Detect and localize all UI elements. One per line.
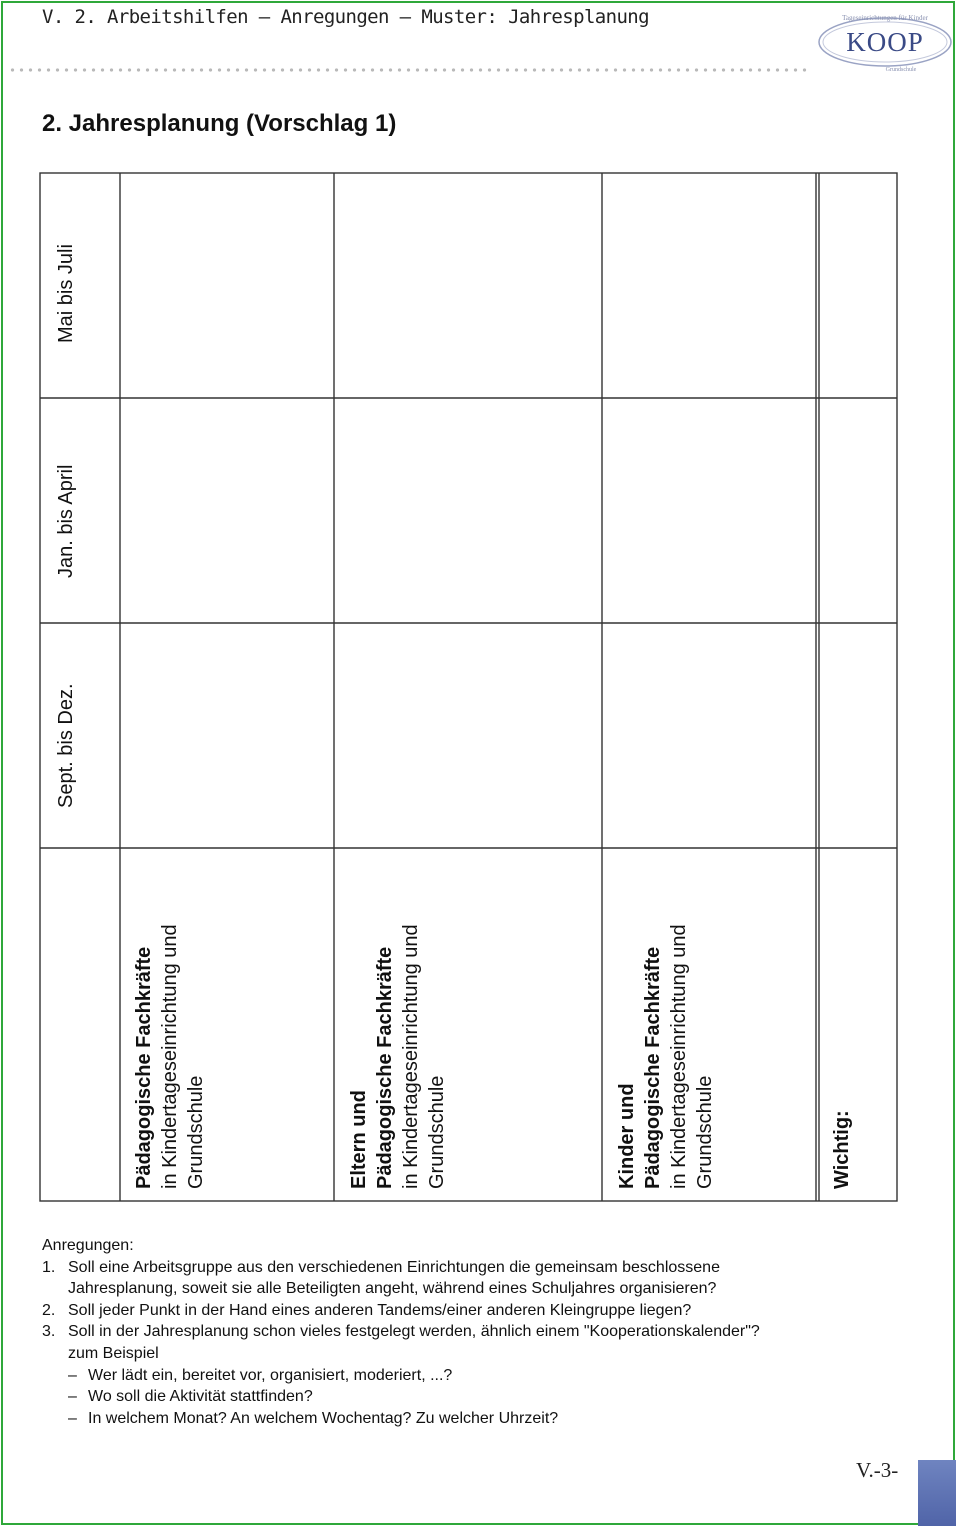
svg-text:Grundschule: Grundschule <box>885 67 917 73</box>
period-label-mai-juli: Mai bis Juli <box>55 244 77 343</box>
list-item: 1. Soll eine Arbeitsgruppe aus den verschiedenen Einrichtungen die gemeinsam beschlossene Jahresplanung, soweit sie alle Beteiligten angeht, während eines Schuljahres organisieren? <box>42 1258 720 1298</box>
page-number: V.-3- <box>856 1458 899 1482</box>
suggestions-heading: Anregungen: <box>42 1237 134 1254</box>
suggestions-section <box>42 1235 760 1429</box>
chapter-tab-marker <box>918 1460 956 1526</box>
group-label-eltern: Eltern und Pädagogische Fachkräfte in Kindertageseinrichtung und Grundschule <box>348 924 448 1189</box>
sub-list-item: – In welchem Monat? An welchem Wochentag? Zu welcher Uhrzeit? <box>68 1409 559 1427</box>
svg-text:KOOP: KOOP <box>846 27 924 57</box>
important-label: Wichtig: <box>831 1110 853 1189</box>
page-title: 2. Jahresplanung (Vorschlag 1) <box>42 110 397 137</box>
list-item: 2. Soll jeder Punkt in der Hand eines anderen Tandems/einer anderen Kleingruppe liegen? <box>42 1301 692 1319</box>
group-label-paedagogische-fachkraefte: Pädagogische Fachkräfte in Kindertageseinrichtung und Grundschule <box>133 924 207 1189</box>
period-label-sept-dez: Sept. bis Dez. <box>55 683 77 808</box>
period-label-jan-april: Jan. bis April <box>55 464 77 578</box>
running-header: V. 2. Arbeitshilfen – Anregungen – Muster: Jahresplanung <box>42 6 649 28</box>
list-item: 3. Soll in der Jahresplanung schon vieles festgelegt werden, ähnlich einem "Kooperationskalender"? zum Beispiel <box>42 1323 760 1362</box>
group-label-kinder: Kinder und Pädagogische Fachkräfte in Kindertageseinrichtung und Grundschule <box>616 924 716 1189</box>
svg-text:Tageseinrichtungen für Kinder: Tageseinrichtungen für Kinder <box>842 14 928 22</box>
sub-list-item: – Wo soll die Aktivität stattfinden? <box>68 1388 313 1406</box>
sub-list-item: – Wer lädt ein, bereitet vor, organisiert, moderiert, ...? <box>68 1366 453 1384</box>
